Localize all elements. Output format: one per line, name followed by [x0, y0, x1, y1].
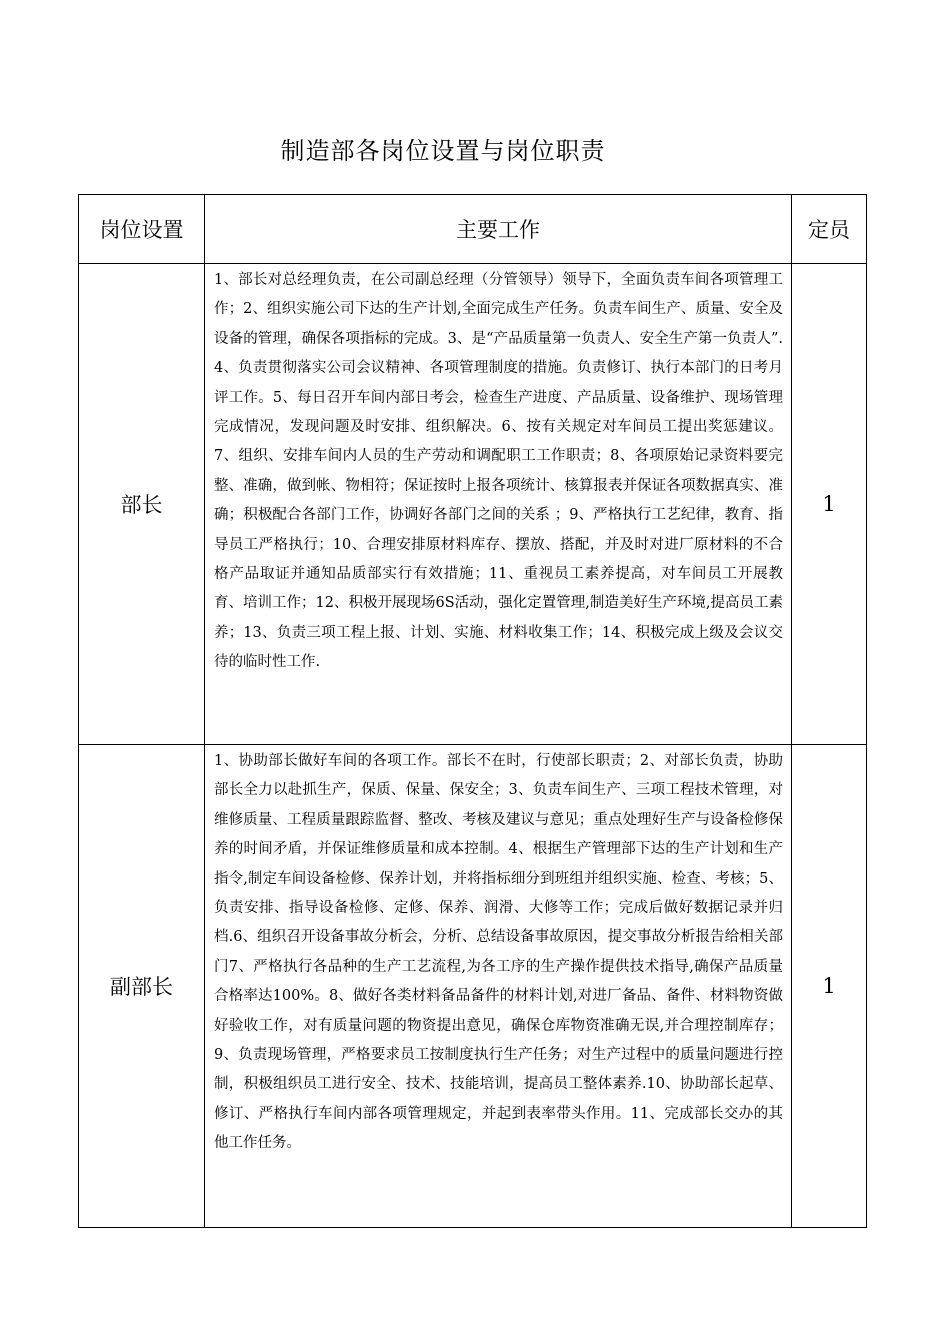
document-title: 制造部各岗位设置与岗位职责: [280, 137, 606, 165]
headcount-cell: 1: [792, 745, 867, 1228]
table-row: [79, 264, 867, 745]
duties-cell: 1、部长对总经理负责，在公司副总经理（分管领导）领导下，全面负责车间各项管理工作；2、组织实施公司下达的生产计划,全面完成生产任务。负责车间生产、质量、安全及设备的管理，确保各项指标的完成。3、是“产品质量第一负责人、安全生产第一负责人”.4、负责贯彻落实公司会议精神、各项管理制度的措施。负责修订、执行本部门的日考月评工作。5、每日召开车间内部日考会，检查生产进度、产品质量、设备维护、现场管理完成情况，发现问题及时安排、组织解决。6、按有关规定对车间员工提出奖惩建议。7、组织、安排车间内人员的生产劳动和调配职工工作职责；8、各项原始记录资料要完整、准确，做到帐、物相符；保证按时上报各项统计、核算报表并保证各项数据真实、准确；积极配合各部门工作，协调好各部门之间的关系 ；9、严格执行工艺纪律，教育、指导员工严格执行；10、合理安排原材料库存、摆放、搭配，并及时对进厂原材料的不合格产品取证并通知品质部实行有效措施；11、重视员工素养提高，对车间员工开展教育、培训工作；12、积极开展现场6S活动，强化定置管理,制造美好生产环境,提高员工素养；13、负责三项工程上报、计划、实施、材料收集工作；14、积极完成上级及会议交待的临时性工作.: [205, 264, 792, 745]
header-main-work: 主要工作: [205, 195, 792, 264]
header-position: 岗位设置: [79, 195, 205, 264]
position-cell: 副部长: [79, 745, 205, 1228]
position-cell: 部长: [79, 264, 205, 745]
duties-cell: 1、协助部长做好车间的各项工作。部长不在时，行使部长职责；2、对部长负责，协助部长全力以赴抓生产，保质、保量、保安全；3、负责车间生产、三项工程技术管理，对维修质量、工程质量跟踪监督、整改、考核及建议与意见；重点处理好生产与设备检修保养的时间矛盾，并保证维修质量和成本控制。4、根据生产管理部下达的生产计划和生产指令,制定车间设备检修、保养计划，并将指标细分到班组并组织实施、检查、考核；5、负责安排、指导设备检修、定修、保养、润滑、大修等工作；完成后做好数据记录并归档.6、组织召开设备事故分析会，分析、总结设备事故原因，提交事故分析报告给相关部门7、严格执行各品种的生产工艺流程,为各工序的生产操作提供技术指导,确保产品质量合格率达100%。8、做好各类材料备品备件的材料计划,对进厂备品、备件、材料物资做好验收工作，对有质量问题的物资提出意见，确保仓库物资准确无误,并合理控制库存；9、负责现场管理，严格要求员工按制度执行生产任务；对生产过程中的质量问题进行控制，积极组织员工进行安全、技术、技能培训，提高员工整体素养.10、协助部长起草、修订、严格执行车间内部各项管理规定，并起到表率带头作用。11、完成部长交办的其他工作任务。: [205, 745, 792, 1228]
headcount-cell: 1: [792, 264, 867, 745]
table-row: [79, 745, 867, 1228]
header-headcount: 定员: [792, 195, 867, 264]
duties-table: [78, 194, 867, 1228]
table-header-row: [79, 195, 867, 264]
